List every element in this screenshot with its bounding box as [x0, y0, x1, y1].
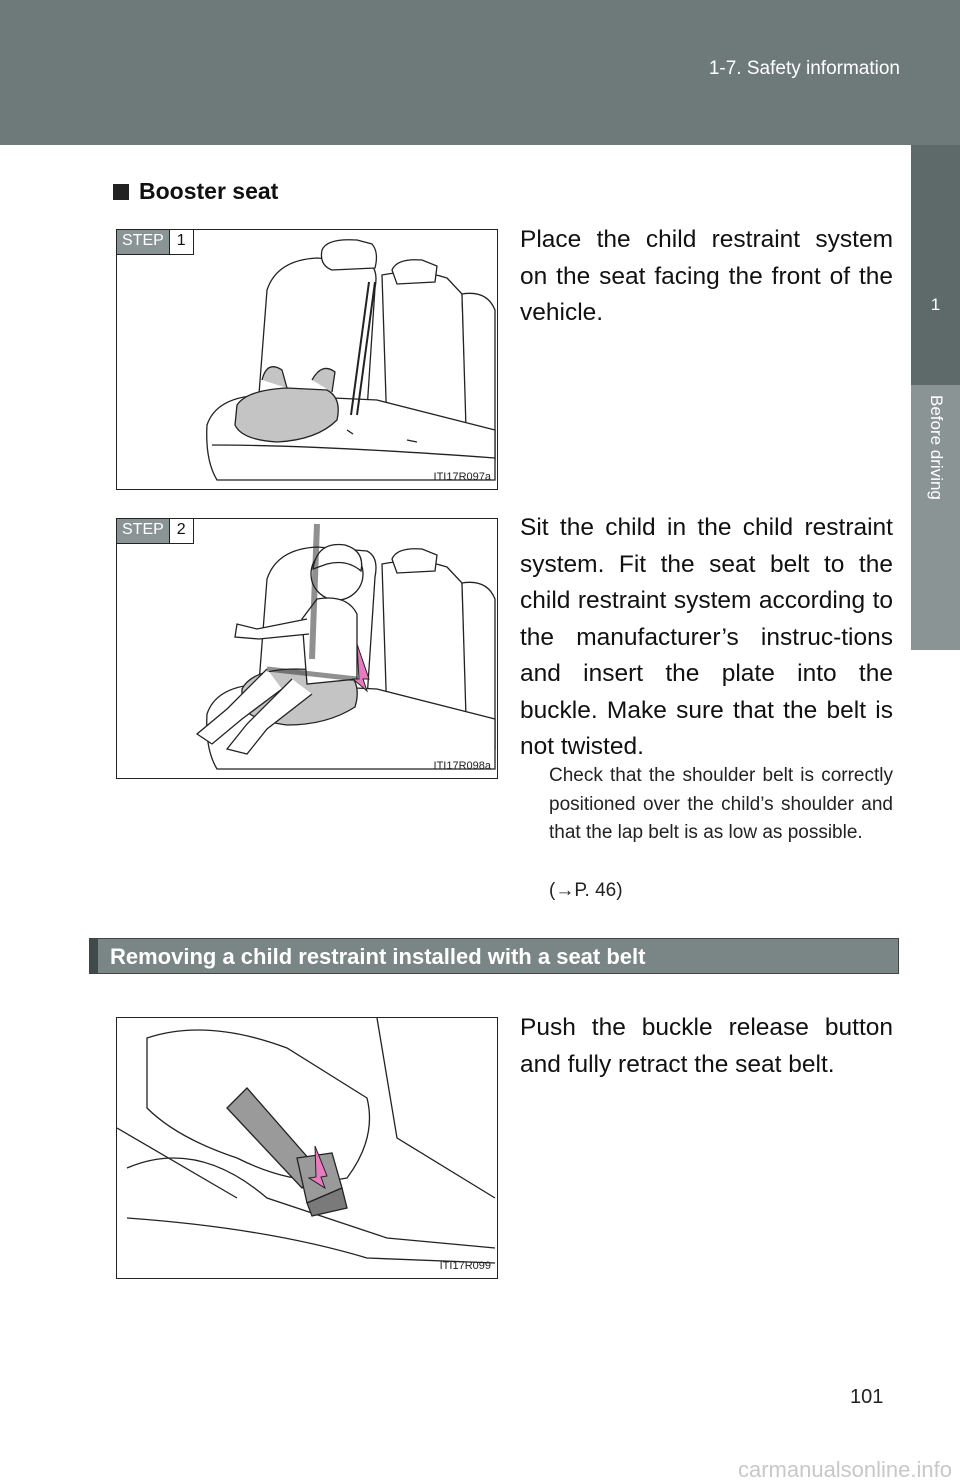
chapter-label: Before driving: [927, 395, 946, 500]
step1-figure: [116, 229, 498, 490]
booster-seat-heading: [113, 178, 278, 205]
step1-tag: [117, 230, 194, 255]
chapter-number: 1: [930, 295, 941, 314]
section-title: 1-7. Safety information: [708, 58, 900, 79]
buckle-release-illustration: [117, 1018, 497, 1278]
figure-id: ITI17R098a: [433, 760, 491, 772]
removal-heading-bar: [89, 938, 899, 974]
removal-text: Push the buckle release button and fully retract the seat belt.: [520, 1014, 893, 1078]
step1-text: Place the child restraint system on the seat facing the front of the vehicle.: [520, 226, 893, 326]
page-number: 101: [850, 1386, 884, 1408]
child-in-booster-illustration: [117, 519, 497, 778]
step-number: 1: [169, 230, 193, 254]
square-bullet-icon: [113, 184, 129, 200]
rear-seat-with-booster-illustration: [117, 230, 497, 489]
step-label: STEP: [117, 519, 169, 543]
step2-tag: [117, 519, 194, 544]
figure-id: ITI17R099: [439, 1260, 491, 1272]
removal-figure: [116, 1017, 498, 1279]
watermark: carmanualsonline.info: [737, 1457, 952, 1482]
heading-accent: [90, 939, 98, 973]
step-label: STEP: [117, 230, 169, 254]
removal-heading: Removing a child restraint installed with a seat belt: [110, 944, 646, 969]
page-reference: (→P. 46): [549, 880, 623, 901]
step2-text: Sit the child in the child restraint system. Fit the seat belt to the child restraint system according to the manufacturer’s instruc-tions and insert the plate into the buckle. Make sure that the belt is not twisted.: [520, 514, 893, 760]
figure-id: ITI17R097a: [433, 471, 491, 483]
booster-seat-heading-text: Booster seat: [139, 178, 279, 204]
step-number: 2: [169, 519, 193, 543]
step2-figure: [116, 518, 498, 779]
chapter-tab-number-block: [911, 145, 960, 385]
step2-note: Check that the shoulder belt is correctly positioned over the child’s shoulder and that the lap belt is as low as possible.: [549, 765, 893, 844]
